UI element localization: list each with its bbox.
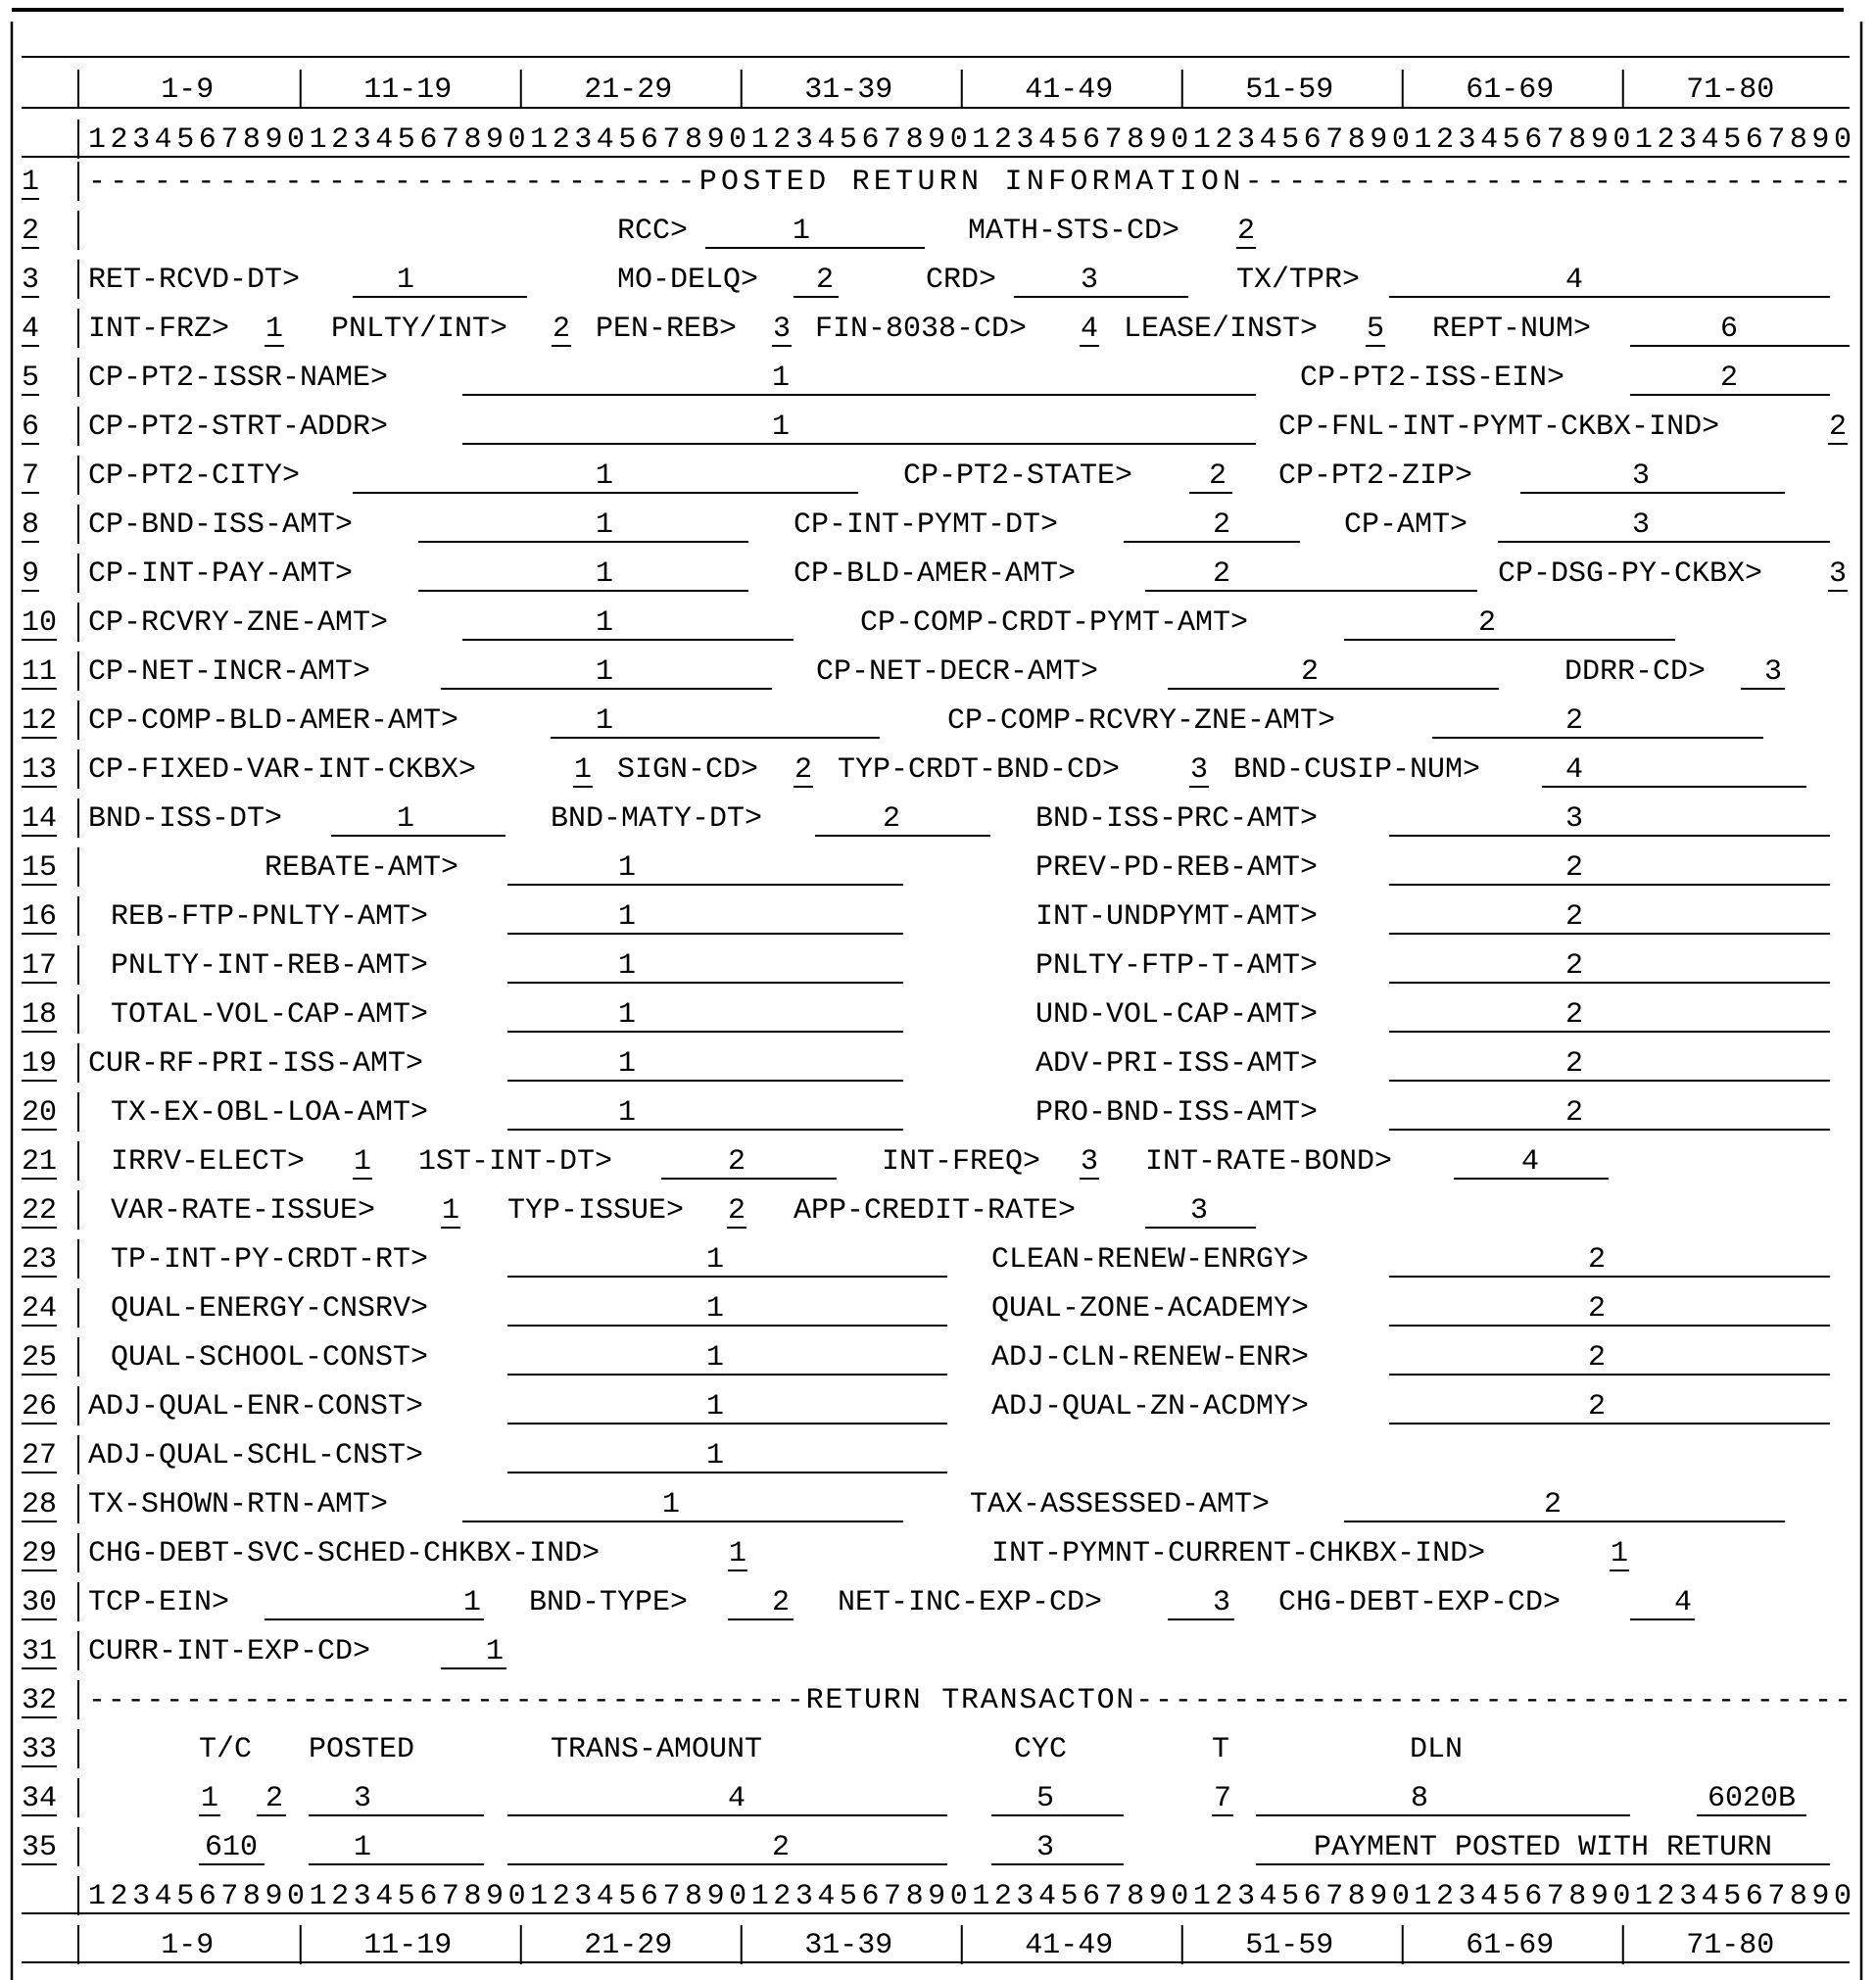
form-row-6 xyxy=(22,407,1848,446)
form-row-2 xyxy=(22,211,1256,250)
field-value[interactable]: 2 xyxy=(1719,362,1739,395)
field-label: POSTED xyxy=(309,1733,415,1766)
field-value[interactable]: 610 xyxy=(204,1831,259,1864)
field-value[interactable]: 2 xyxy=(1564,900,1584,934)
field-value[interactable]: 2 xyxy=(1212,508,1231,542)
field-label: BND-TYPE> xyxy=(529,1586,689,1619)
field-value[interactable]: 2 xyxy=(1828,410,1848,444)
field-value[interactable]: 1 xyxy=(705,1390,725,1424)
field-label: CRD> xyxy=(926,264,997,297)
footer-digit-ruler: 12345678901234567890123456789012345678901234567890123456789012345678901234567890 xyxy=(88,1880,1852,1913)
field-label: QUAL-ENERGY-CNSRV> xyxy=(111,1292,429,1326)
field-value[interactable]: 2 xyxy=(1587,1390,1607,1424)
row-number: 35 xyxy=(22,1831,58,1864)
row-number: 27 xyxy=(22,1439,58,1473)
footer-range-label: 11-19 xyxy=(363,1929,453,1962)
field-label: CUR-RF-PRI-ISS-AMT> xyxy=(88,1047,424,1081)
field-label: CP-AMT> xyxy=(1344,508,1468,542)
field-label: PREV-PD-REB-AMT> xyxy=(1035,851,1319,885)
field-label: MO-DELQ> xyxy=(617,264,759,297)
form-row-9 xyxy=(22,554,1848,593)
field-label: REBATE-AMT> xyxy=(265,851,459,885)
field-value[interactable]: 1 xyxy=(573,753,593,787)
field-label: REB-FTP-PNLTY-AMT> xyxy=(111,900,429,934)
header-digit-ruler: 12345678901234567890123456789012345678901234567890123456789012345678901234567890 xyxy=(88,123,1852,157)
field-label: CP-PT2-STRT-ADDR> xyxy=(88,410,389,444)
field-value[interactable]: 2 xyxy=(265,1782,284,1815)
form-row-28 xyxy=(22,1484,1785,1523)
form-row-24 xyxy=(22,1288,1830,1328)
return-transaction-separator: -------------------------------------RETURN TRANSACTON------------------------------------- xyxy=(88,1684,1852,1717)
field-label: APP-CREDIT-RATE> xyxy=(794,1194,1077,1228)
row-number: 9 xyxy=(22,557,40,591)
field-label: CP-PT2-STATE> xyxy=(903,459,1133,493)
row-number: 2 xyxy=(22,215,40,248)
field-label: PNLTY-INT-REB-AMT> xyxy=(111,949,429,983)
footer-range-label: 41-49 xyxy=(1025,1929,1114,1962)
field-value[interactable]: 1 xyxy=(617,998,637,1032)
field-label: CHG-DEBT-SVC-SCHED-CHKBX-IND> xyxy=(88,1537,601,1570)
field-label: TCP-EIN> xyxy=(88,1586,230,1619)
field-value[interactable]: 1 xyxy=(595,606,614,640)
row-number: 16 xyxy=(22,900,58,934)
field-label: UND-VOL-CAP-AMT> xyxy=(1035,998,1319,1032)
field-label: CP-BND-ISS-AMT> xyxy=(88,508,354,542)
field-value[interactable]: 7 xyxy=(1213,1782,1232,1815)
form-row-1 xyxy=(22,162,1852,201)
field-label: INT-UNDPYMT-AMT> xyxy=(1035,900,1319,934)
field-value[interactable]: 1 xyxy=(396,802,415,836)
field-value[interactable]: 1 xyxy=(595,704,614,738)
field-value[interactable]: 2 xyxy=(1587,1292,1607,1326)
field-value[interactable]: 2 xyxy=(815,264,835,297)
field-label: ADJ-QUAL-ENR-CONST> xyxy=(88,1390,424,1424)
field-value[interactable]: 3 xyxy=(1189,753,1209,787)
field-label: CP-PT2-ISS-EIN> xyxy=(1300,362,1565,395)
field-label: TP-INT-PY-CRDT-RT> xyxy=(111,1243,429,1277)
field-value[interactable]: 1 xyxy=(617,851,637,885)
header-range-label: 41-49 xyxy=(1025,73,1114,107)
field-label: PEN-REB> xyxy=(596,313,738,346)
field-label: BND-CUSIP-NUM> xyxy=(1233,753,1481,787)
field-value[interactable]: 1 xyxy=(771,410,791,444)
header-range-label: 1-9 xyxy=(161,73,215,107)
field-value[interactable]: 1 xyxy=(617,1047,637,1081)
field-value[interactable]: 2 xyxy=(1587,1243,1607,1277)
field-label: RET-RCVD-DT> xyxy=(88,264,301,297)
form-row-5 xyxy=(22,358,1830,397)
field-label: TX-SHOWN-RTN-AMT> xyxy=(88,1488,389,1521)
row-number: 21 xyxy=(22,1145,58,1179)
row-number: 14 xyxy=(22,802,58,836)
field-value[interactable]: 3 xyxy=(1080,1145,1099,1179)
row-number: 32 xyxy=(22,1684,58,1717)
field-value[interactable]: 1 xyxy=(462,1586,482,1619)
row-number: 19 xyxy=(22,1047,58,1081)
field-value[interactable]: 4 xyxy=(1673,1586,1693,1619)
form-row-26 xyxy=(22,1386,1830,1425)
form-row-31 xyxy=(22,1631,506,1670)
row-number: 5 xyxy=(22,362,40,395)
field-value[interactable]: 3 xyxy=(353,1782,372,1815)
field-value[interactable]: 2 xyxy=(1300,655,1320,689)
field-value[interactable]: 4 xyxy=(727,1782,746,1815)
field-value[interactable]: 3 xyxy=(1631,459,1651,493)
form-row-8 xyxy=(22,505,1830,544)
field-label: INT-RATE-BOND> xyxy=(1145,1145,1393,1179)
row-number: 28 xyxy=(22,1488,58,1521)
form-row-16 xyxy=(22,896,1830,936)
field-value[interactable]: 2 xyxy=(882,802,901,836)
field-label: CP-FNL-INT-PYMT-CKBX-IND> xyxy=(1278,410,1720,444)
field-value[interactable]: 1 xyxy=(595,655,614,689)
field-label: T xyxy=(1212,1733,1230,1766)
row-number: 15 xyxy=(22,851,58,885)
form-row-22 xyxy=(22,1190,1256,1230)
form-row-20 xyxy=(22,1092,1830,1132)
field-label: TYP-ISSUE> xyxy=(507,1194,685,1228)
field-label: CP-PT2-ISSR-NAME> xyxy=(88,362,389,395)
field-label: ADJ-QUAL-SCHL-CNST> xyxy=(88,1439,424,1473)
row-number: 3 xyxy=(22,264,40,297)
field-label: CP-COMP-RCVRY-ZNE-AMT> xyxy=(947,704,1336,738)
field-value[interactable]: 1 xyxy=(705,1243,725,1277)
field-value[interactable]: 3 xyxy=(1763,655,1783,689)
field-value[interactable]: 3 xyxy=(1080,264,1099,297)
field-value[interactable]: 2 xyxy=(1564,851,1584,885)
form-row-19 xyxy=(22,1043,1830,1083)
field-label: TAX-ASSESSED-AMT> xyxy=(970,1488,1271,1521)
field-label: CP-NET-INCR-AMT> xyxy=(88,655,371,689)
form-row-3 xyxy=(22,260,1830,299)
field-label: DLN xyxy=(1410,1733,1464,1766)
field-label: FIN-8038-CD> xyxy=(815,313,1028,346)
row-number: 11 xyxy=(22,655,58,689)
field-label: INT-FRZ> xyxy=(88,313,230,346)
field-value[interactable]: 2 xyxy=(1236,215,1256,248)
field-value[interactable]: 1 xyxy=(617,1096,637,1130)
form-row-25 xyxy=(22,1337,1830,1376)
form-row-27 xyxy=(22,1435,947,1474)
field-label: SIGN-CD> xyxy=(617,753,759,787)
header-range-label: 61-69 xyxy=(1466,73,1555,107)
field-value[interactable]: 1 xyxy=(200,1782,219,1815)
field-label: CYC xyxy=(1014,1733,1068,1766)
form-row-15 xyxy=(22,847,1830,887)
field-value[interactable]: 1 xyxy=(1610,1537,1629,1570)
field-label: VAR-RATE-ISSUE> xyxy=(111,1194,376,1228)
header-ruler xyxy=(22,70,1852,159)
field-value[interactable]: 2 xyxy=(1587,1341,1607,1375)
field-value[interactable]: 5 xyxy=(1035,1782,1055,1815)
field-value[interactable]: 6 xyxy=(1719,313,1739,346)
row-number: 31 xyxy=(22,1635,58,1668)
field-value[interactable]: 3 xyxy=(772,313,792,346)
form-row-4 xyxy=(22,309,1850,348)
form-row-30 xyxy=(22,1582,1695,1621)
field-value[interactable]: 1 xyxy=(617,949,637,983)
field-value[interactable]: 1 xyxy=(705,1341,725,1375)
row-number: 34 xyxy=(22,1782,58,1815)
field-value[interactable]: 2 xyxy=(552,313,571,346)
field-value[interactable]: 1 xyxy=(595,557,614,591)
field-label: CP-INT-PAY-AMT> xyxy=(88,557,354,591)
row-number: 8 xyxy=(22,508,40,542)
field-label: LEASE/INST> xyxy=(1124,313,1319,346)
field-label: DDRR-CD> xyxy=(1564,655,1707,689)
field-value[interactable]: 2 xyxy=(1564,704,1584,738)
footer-range-label: 21-29 xyxy=(584,1929,673,1962)
row-number: 24 xyxy=(22,1292,58,1326)
field-value[interactable]: 4 xyxy=(1564,264,1584,297)
field-label: RCC> xyxy=(617,215,689,248)
footer-range-label: 61-69 xyxy=(1466,1929,1555,1962)
field-label: QUAL-ZONE-ACADEMY> xyxy=(991,1292,1310,1326)
field-label: TOTAL-VOL-CAP-AMT> xyxy=(111,998,429,1032)
posted-return-information-separator: ----------------------------POSTED RETURN INFORMATION---------------------------- xyxy=(88,166,1852,199)
form-row-10 xyxy=(22,603,1675,642)
form-row-17 xyxy=(22,945,1830,985)
row-number: 17 xyxy=(22,949,58,983)
form-row-23 xyxy=(22,1239,1830,1279)
form-row-35 xyxy=(22,1827,1830,1866)
row-number: 25 xyxy=(22,1341,58,1375)
form-row-14 xyxy=(22,798,1830,838)
footer-range-label: 1-9 xyxy=(161,1929,215,1962)
row-number: 26 xyxy=(22,1390,58,1424)
form-row-29 xyxy=(22,1533,1629,1572)
field-label: CP-COMP-BLD-AMER-AMT> xyxy=(88,704,459,738)
field-label: CP-FIXED-VAR-INT-CKBX> xyxy=(88,753,477,787)
field-label: BND-ISS-PRC-AMT> xyxy=(1035,802,1319,836)
field-label: REPT-NUM> xyxy=(1432,313,1592,346)
field-value[interactable]: 1 xyxy=(396,264,415,297)
form-row-12 xyxy=(22,700,1763,740)
field-label: BND-ISS-DT> xyxy=(88,802,283,836)
field-label: CP-INT-PYMT-DT> xyxy=(794,508,1059,542)
header-range-label: 51-59 xyxy=(1245,73,1334,107)
field-label: CP-BLD-AMER-AMT> xyxy=(794,557,1077,591)
row-number: 10 xyxy=(22,606,58,640)
field-label: INT-PYMNT-CURRENT-CHKBX-IND> xyxy=(991,1537,1486,1570)
field-label: CP-DSG-PY-CKBX> xyxy=(1498,557,1763,591)
field-label: PNLTY-FTP-T-AMT> xyxy=(1035,949,1319,983)
footer-range-label: 51-59 xyxy=(1245,1929,1334,1962)
field-value[interactable]: 4 xyxy=(1564,753,1584,787)
field-value[interactable]: 2 xyxy=(1564,1047,1584,1081)
field-label: CP-RCVRY-ZNE-AMT> xyxy=(88,606,389,640)
field-value[interactable]: 2 xyxy=(794,753,813,787)
field-value[interactable]: 2 xyxy=(1212,557,1231,591)
row-number: 1 xyxy=(22,166,40,199)
form-row-11 xyxy=(22,652,1785,691)
field-value[interactable]: 4 xyxy=(1520,1145,1540,1179)
footer-ruler xyxy=(22,1876,1852,1964)
field-value[interactable]: 1 xyxy=(617,900,637,934)
row-number: 33 xyxy=(22,1733,58,1766)
field-value[interactable]: PAYMENT POSTED WITH RETURN xyxy=(1313,1831,1773,1864)
field-value[interactable]: 1 xyxy=(265,313,284,346)
row-number: 20 xyxy=(22,1096,58,1130)
field-label: IRRV-ELECT> xyxy=(111,1145,306,1179)
field-value[interactable]: 3 xyxy=(1564,802,1584,836)
field-label: QUAL-SCHOOL-CONST> xyxy=(111,1341,429,1375)
row-number: 29 xyxy=(22,1537,58,1570)
form-row-7 xyxy=(22,456,1785,495)
header-range-label: 31-39 xyxy=(804,73,893,107)
row-number: 6 xyxy=(22,410,40,444)
field-label: NET-INC-EXP-CD> xyxy=(838,1586,1103,1619)
field-label: CP-PT2-CITY> xyxy=(88,459,301,493)
field-label: TRANS-AMOUNT xyxy=(551,1733,763,1766)
field-value[interactable]: 2 xyxy=(1564,949,1584,983)
header-range-label: 11-19 xyxy=(363,73,453,107)
field-value[interactable]: 1 xyxy=(595,508,614,542)
form-row-34 xyxy=(22,1778,1806,1817)
field-value[interactable]: 1 xyxy=(353,1831,372,1864)
field-value[interactable]: 3 xyxy=(1631,508,1651,542)
field-value[interactable]: 2 xyxy=(1477,606,1497,640)
field-value[interactable]: 2 xyxy=(727,1145,746,1179)
field-value[interactable]: 1 xyxy=(771,362,791,395)
row-number: 30 xyxy=(22,1586,58,1619)
field-value[interactable]: 1 xyxy=(353,1145,372,1179)
form-row-21 xyxy=(22,1141,1609,1181)
field-label: CHG-DEBT-EXP-CD> xyxy=(1278,1586,1562,1619)
footer-range-label: 31-39 xyxy=(804,1929,893,1962)
field-label: PNLTY/INT> xyxy=(331,313,508,346)
field-value[interactable]: 5 xyxy=(1366,313,1385,346)
field-label: BND-MATY-DT> xyxy=(551,802,763,836)
field-value[interactable]: 2 xyxy=(1564,998,1584,1032)
field-label: ADV-PRI-ISS-AMT> xyxy=(1035,1047,1319,1081)
form-row-32 xyxy=(22,1680,1852,1719)
field-label: CURR-INT-EXP-CD> xyxy=(88,1635,371,1668)
field-value[interactable]: 1 xyxy=(705,1292,725,1326)
field-label: TYP-CRDT-BND-CD> xyxy=(838,753,1121,787)
header-range-label: 71-80 xyxy=(1686,73,1775,107)
field-value[interactable]: 4 xyxy=(1080,313,1099,346)
row-number: 13 xyxy=(22,753,58,787)
field-value[interactable]: 2 xyxy=(727,1194,746,1228)
field-label: TX-EX-OBL-LOA-AMT> xyxy=(111,1096,429,1130)
row-number: 22 xyxy=(22,1194,58,1228)
field-label: PRO-BND-ISS-AMT> xyxy=(1035,1096,1319,1130)
field-label: CLEAN-RENEW-ENRGY> xyxy=(991,1243,1310,1277)
field-label: CP-PT2-ZIP> xyxy=(1278,459,1473,493)
form-row-33 xyxy=(22,1729,1463,1768)
form-row-13 xyxy=(22,749,1806,789)
field-value[interactable]: 1 xyxy=(595,459,614,493)
field-value[interactable]: 3 xyxy=(1828,557,1848,591)
field-value[interactable]: 2 xyxy=(1208,459,1227,493)
field-value[interactable]: 2 xyxy=(771,1586,791,1619)
field-value[interactable]: 1 xyxy=(441,1194,460,1228)
form-row-18 xyxy=(22,994,1830,1034)
field-label: T/C xyxy=(199,1733,253,1766)
field-label: 1ST-INT-DT> xyxy=(418,1145,613,1179)
footer-range-label: 71-80 xyxy=(1686,1929,1775,1962)
field-value[interactable]: 1 xyxy=(705,1439,725,1473)
field-label: CP-NET-DECR-AMT> xyxy=(816,655,1099,689)
field-label: INT-FREQ> xyxy=(882,1145,1041,1179)
row-number: 7 xyxy=(22,459,40,493)
field-value[interactable]: 2 xyxy=(771,1831,791,1864)
row-number: 23 xyxy=(22,1243,58,1277)
field-value[interactable]: 8 xyxy=(1410,1782,1429,1815)
field-value[interactable]: 2 xyxy=(1543,1488,1563,1521)
field-label: ADJ-QUAL-ZN-ACDMY> xyxy=(991,1390,1310,1424)
header-range-label: 21-29 xyxy=(584,73,673,107)
row-number: 12 xyxy=(22,704,58,738)
field-value[interactable]: 3 xyxy=(1189,1194,1209,1228)
field-value[interactable]: 3 xyxy=(1035,1831,1055,1864)
field-label: MATH-STS-CD> xyxy=(968,215,1180,248)
field-value[interactable]: 6020B xyxy=(1707,1782,1797,1815)
row-number: 4 xyxy=(22,313,40,346)
field-value[interactable]: 1 xyxy=(485,1635,505,1668)
field-label: TX/TPR> xyxy=(1236,264,1361,297)
field-value[interactable]: 1 xyxy=(792,215,811,248)
field-value[interactable]: 3 xyxy=(1212,1586,1231,1619)
field-value[interactable]: 2 xyxy=(1564,1096,1584,1130)
row-number: 18 xyxy=(22,998,58,1032)
field-label: CP-COMP-CRDT-PYMT-AMT> xyxy=(860,606,1249,640)
field-value[interactable]: 1 xyxy=(661,1488,681,1521)
field-value[interactable]: 1 xyxy=(728,1537,747,1570)
field-label: ADJ-CLN-RENEW-ENR> xyxy=(991,1341,1310,1375)
